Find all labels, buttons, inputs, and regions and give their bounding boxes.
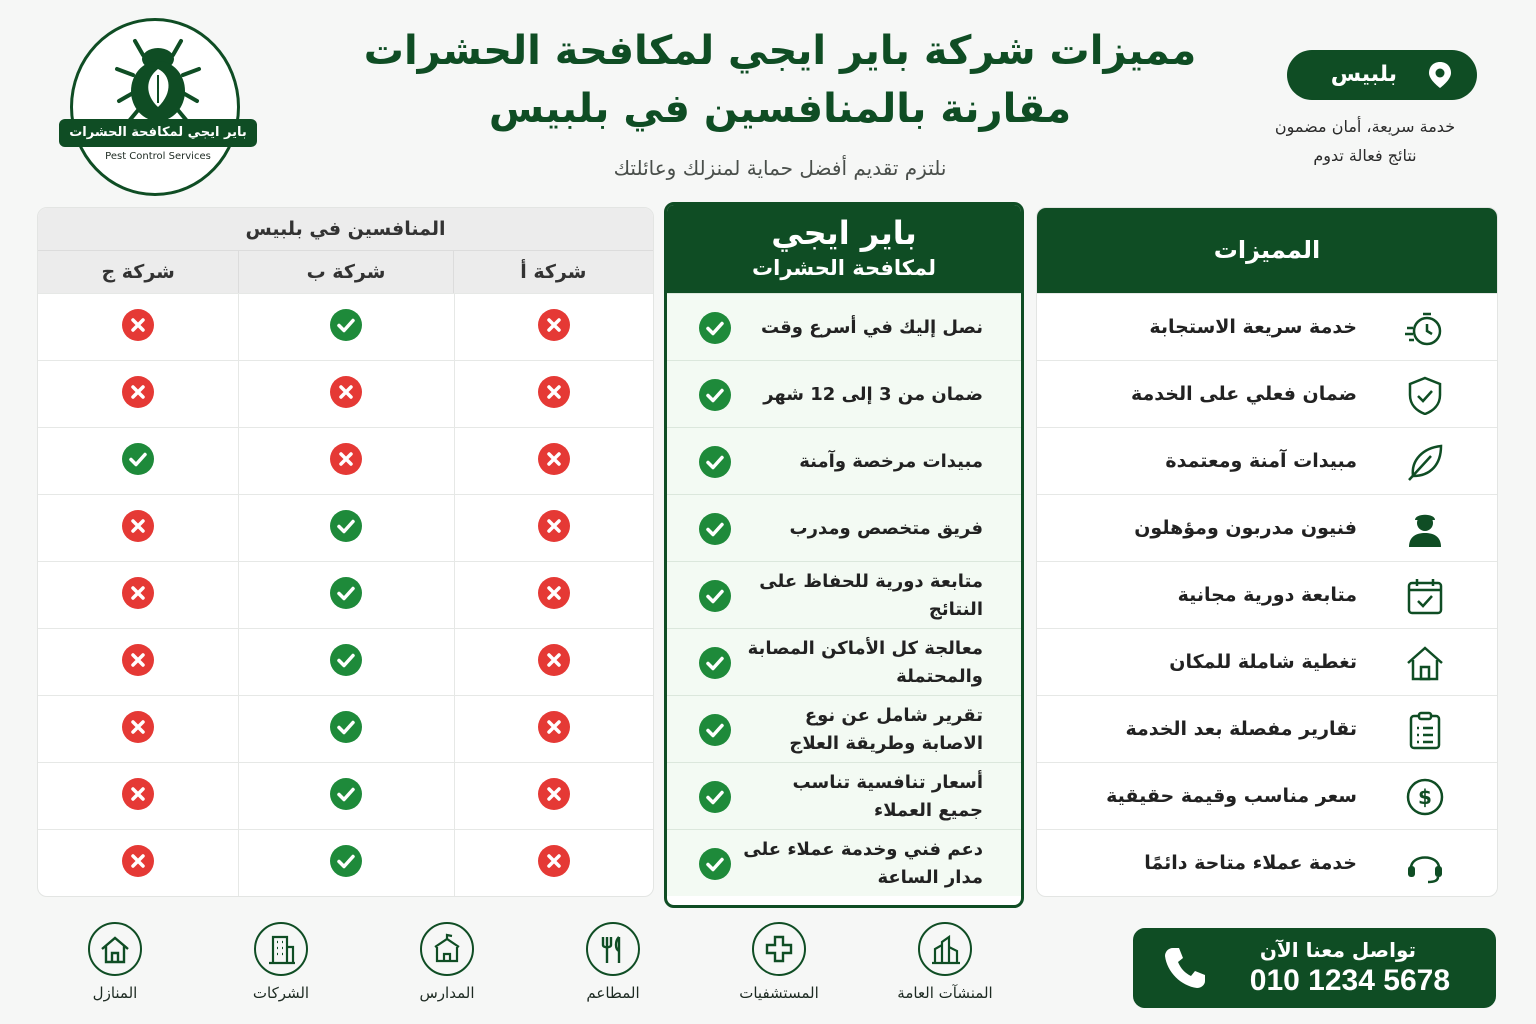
check-icon [699, 647, 731, 683]
phone-icon [1159, 942, 1211, 994]
competitor-row [38, 829, 653, 896]
check-icon [330, 845, 362, 881]
feature-row [1037, 293, 1497, 360]
place-item [870, 920, 1020, 1002]
cross-icon [538, 510, 570, 546]
cross-icon [122, 644, 154, 680]
location-note-line: نتائج فعالة تدوم [1313, 146, 1417, 165]
cross-icon [122, 510, 154, 546]
bayer-row [667, 427, 1021, 494]
location-note-line: خدمة سريعة، أمان مضمون [1274, 117, 1456, 136]
bug-icon [113, 35, 203, 125]
page-subtitle: نلتزم تقديم أفضل حماية لمنزلك وعائلتك [613, 156, 947, 180]
feature-label: خدمة سريعة الاستجابة [1149, 316, 1357, 338]
home-icon [99, 933, 131, 965]
clipboard-icon [1405, 710, 1445, 750]
bayer-feature-text: مبيدات مرخصة وآمنة [799, 450, 983, 472]
stopwatch-icon [1405, 308, 1445, 348]
restaurant-icon [597, 933, 629, 965]
check-icon [699, 312, 731, 348]
cross-icon [538, 309, 570, 345]
check-icon [699, 446, 731, 482]
bayer-feature-text: ضمان من 3 إلى 12 شهر [763, 383, 983, 405]
feature-label: تقارير مفصلة بعد الخدمة [1125, 718, 1357, 740]
cross-icon [538, 845, 570, 881]
competitor-cell [38, 830, 238, 896]
company-icon [265, 933, 297, 965]
cross-icon [122, 309, 154, 345]
bayer-feature-text: فريق متخصص ومدرب [789, 517, 983, 539]
competitor-cell [38, 361, 238, 427]
bayer-feature-text: متابعة دورية للحفاظ على النتائج [759, 570, 983, 620]
logo-banner: باير ايجي لمكافحة الحشرات [59, 119, 257, 147]
competitor-cell [38, 562, 238, 628]
bayer-feature-text: تقرير شامل عن نوع الاصابة وطريقة العلاج [789, 704, 983, 754]
check-icon [330, 309, 362, 345]
bayer-feature-text: نصل إليك في أسرع وقت [760, 316, 983, 338]
cross-icon [538, 778, 570, 814]
competitor-cell [238, 830, 453, 896]
feature-label: سعر مناسب وقيمة حقيقية [1106, 785, 1357, 807]
check-icon [699, 513, 731, 549]
place-item [372, 920, 522, 1002]
hospital-icon [763, 933, 795, 965]
cross-icon [538, 644, 570, 680]
bayer-feature-text: معالجة كل الأماكن المصابة والمحتملة [747, 637, 983, 687]
competitor-cell [454, 696, 653, 762]
bayer-row [667, 695, 1021, 762]
shield-check-icon [1405, 375, 1445, 415]
cross-icon [538, 711, 570, 747]
competitor-cell [38, 495, 238, 561]
bayer-column [664, 202, 1024, 908]
bayer-subtitle: لمكافحة الحشرات [752, 256, 936, 280]
check-icon [699, 781, 731, 817]
competitor-cell [238, 696, 453, 762]
cross-icon [538, 443, 570, 479]
bayer-feature-text: أسعار تنافسية تناسب جميع العملاء [792, 771, 983, 821]
competitor-cell [454, 294, 653, 360]
leaf-icon [1405, 442, 1445, 482]
competitor-cell [238, 763, 453, 829]
check-icon [330, 778, 362, 814]
calendar-check-icon [1405, 576, 1445, 616]
features-heading: المميزات [1037, 208, 1497, 293]
competitors-columns [38, 250, 653, 293]
competitor-cell [454, 495, 653, 561]
place-label: الشركات [252, 984, 310, 1002]
competitor-cell [454, 562, 653, 628]
bayer-row [667, 628, 1021, 695]
bayer-row [667, 360, 1021, 427]
competitor-cell [238, 562, 453, 628]
logo-subtitle: Pest Control Services [105, 151, 211, 162]
competitor-row [38, 293, 653, 360]
competitor-row [38, 762, 653, 829]
feature-row [1037, 695, 1497, 762]
page-title [300, 22, 1260, 138]
competitor-row [38, 494, 653, 561]
feature-row [1037, 360, 1497, 427]
competitor-row [38, 695, 653, 762]
place-label: المطاعم [586, 984, 640, 1002]
competitor-cell [454, 830, 653, 896]
contact-phone[interactable]: 010 1234 5678 [1249, 964, 1450, 997]
feature-row [1037, 762, 1497, 829]
column-header: شركة ج [101, 261, 175, 283]
contact-button[interactable] [1133, 928, 1496, 1008]
check-icon [330, 644, 362, 680]
cross-icon [538, 376, 570, 412]
competitor-cell [38, 696, 238, 762]
school-icon [431, 933, 463, 965]
feature-row [1037, 494, 1497, 561]
column-header: شركة أ [520, 261, 587, 283]
location-note [1240, 112, 1490, 170]
bayer-row [667, 829, 1021, 896]
competitor-cell [454, 361, 653, 427]
competitors-heading: المنافسين في بلبيس [38, 208, 653, 250]
feature-label: مبيدات آمنة ومعتمدة [1165, 450, 1357, 472]
check-icon [699, 714, 731, 750]
competitor-cell [454, 763, 653, 829]
competitor-cell [238, 361, 453, 427]
competitor-cell [454, 428, 653, 494]
competitor-cell [238, 495, 453, 561]
cross-icon [122, 577, 154, 613]
check-icon [330, 577, 362, 613]
bayer-row [667, 561, 1021, 628]
features-table [1036, 207, 1498, 897]
cross-icon [330, 376, 362, 412]
feature-row [1037, 829, 1497, 896]
title-line-1: مميزات شركة باير ايجي لمكافحة الحشرات [363, 28, 1197, 74]
feature-label: فنيون مدربون ومؤهلون [1134, 517, 1357, 539]
feature-row [1037, 628, 1497, 695]
bayer-feature-text: دعم فني وخدمة عملاء على مدار الساعة [743, 838, 983, 888]
check-icon [699, 580, 731, 616]
competitor-cell [38, 629, 238, 695]
place-item [40, 920, 190, 1002]
location-name: بلبيس [1330, 62, 1397, 87]
competitor-row [38, 360, 653, 427]
competitor-cell [38, 763, 238, 829]
check-icon [699, 848, 731, 884]
feature-label: خدمة عملاء متاحة دائمًا [1144, 852, 1357, 874]
feature-label: متابعة دورية مجانية [1177, 584, 1357, 606]
place-label: المنازل [92, 984, 138, 1002]
cross-icon [122, 845, 154, 881]
bayer-title: باير ايجي [771, 214, 917, 252]
location-pin-icon [1427, 61, 1453, 89]
place-label: المنشآت العامة [897, 984, 993, 1002]
svg-text:$: $ [1418, 785, 1432, 809]
bayer-heading [667, 205, 1021, 293]
technician-icon [1405, 509, 1445, 549]
check-icon [122, 443, 154, 479]
competitor-cell [38, 428, 238, 494]
competitor-row [38, 561, 653, 628]
place-item [206, 920, 356, 1002]
cross-icon [330, 443, 362, 479]
check-icon [699, 379, 731, 415]
competitor-cell [238, 428, 453, 494]
cross-icon [122, 711, 154, 747]
feature-row [1037, 561, 1497, 628]
competitor-row [38, 427, 653, 494]
competitors-table [37, 207, 654, 897]
place-item [704, 920, 854, 1002]
place-label: المدارس [419, 984, 475, 1002]
competitor-row [38, 628, 653, 695]
feature-row [1037, 427, 1497, 494]
feature-label: ضمان فعلي على الخدمة [1131, 383, 1357, 405]
column-header: شركة ب [238, 251, 453, 293]
cross-icon [538, 577, 570, 613]
competitor-cell [238, 294, 453, 360]
feature-label: تغطية شاملة للمكان [1169, 651, 1357, 673]
check-icon [330, 510, 362, 546]
house-icon [1405, 643, 1445, 683]
bayer-row [667, 494, 1021, 561]
title-line-2: مقارنة بالمنافسين في بلبيس [488, 86, 1072, 132]
contact-label: تواصل معنا الآن [1259, 938, 1416, 962]
bayer-row [667, 293, 1021, 360]
cross-icon [122, 778, 154, 814]
service-places [60, 920, 1020, 1010]
bayer-row [667, 762, 1021, 829]
check-icon [330, 711, 362, 747]
competitor-cell [454, 629, 653, 695]
competitor-cell [238, 629, 453, 695]
dollar-icon [1405, 777, 1445, 817]
location-badge [1287, 50, 1477, 100]
place-item [538, 920, 688, 1002]
competitor-cell [38, 294, 238, 360]
place-label: المستشفيات [739, 984, 819, 1002]
public-building-icon [929, 933, 961, 965]
company-logo [69, 18, 247, 196]
headset-icon [1405, 844, 1445, 884]
cross-icon [122, 376, 154, 412]
